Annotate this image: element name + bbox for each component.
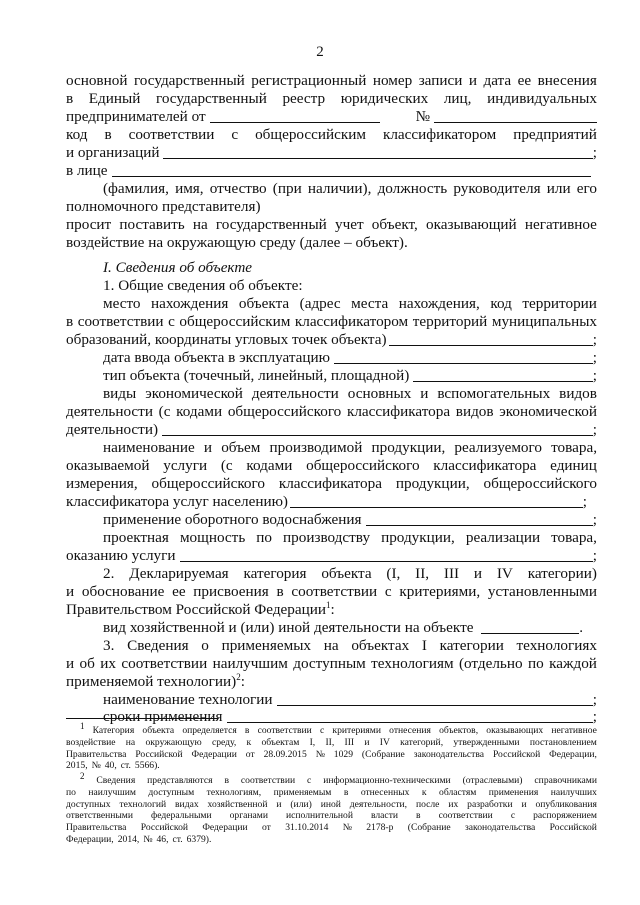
footnote-line: $^1$ Категория объекта определяется в соответствии с критериями отнесения объектов, оказывающих негативное xyxy=(80,720,597,736)
capacity-blank[interactable] xyxy=(180,548,593,562)
location-blank[interactable] xyxy=(389,332,593,346)
representative-field: в лице xyxy=(66,162,597,180)
water-supply-blank[interactable] xyxy=(366,512,593,526)
footnote-line: по наилучшим доступным технологиям, применяемым в отнесенных к областям применения наилучших xyxy=(66,786,597,798)
text-line: наименование и объем производимой продукции, реализуемого товара, xyxy=(103,439,597,456)
commissioning-date-field: дата ввода объекта в эксплуатацию ; xyxy=(103,349,597,366)
text-line: деятельности (с кодами общероссийского классификатора видов экономической xyxy=(66,403,597,420)
okpo-blank[interactable] xyxy=(163,145,592,159)
application-period-blank[interactable] xyxy=(227,709,593,723)
text-line: воздействие на окружающую среду (далее – объект). xyxy=(66,234,408,251)
text-line: код в соответствии с общероссийским классификатором предприятий xyxy=(66,126,597,143)
text-line: основной государственный регистрационный номер записи и дата ее внесения xyxy=(66,72,597,89)
text-line: виды экономической деятельности основных и вспомогательных видов xyxy=(103,385,597,402)
technology-name-blank[interactable] xyxy=(277,692,593,706)
footnote-1 xyxy=(66,720,597,772)
page-number: 2 xyxy=(316,44,324,60)
registration-date-field: предпринимателей от № xyxy=(66,108,597,126)
activity-blank[interactable] xyxy=(481,620,579,634)
activity-types-blank[interactable] xyxy=(162,422,593,436)
footnote-line: 2015, № 40, ст. 5566). xyxy=(66,760,160,772)
object-type-field: тип объекта (точечный, линейный, площадной) ; xyxy=(103,367,597,384)
text-line: применяемой технологии)$^2$: xyxy=(66,671,245,690)
number-blank[interactable] xyxy=(434,109,597,123)
text-line: (фамилия, имя, отчество (при наличии), должность руководителя или его xyxy=(103,180,597,197)
text-line: измерения, общероссийского классификатора продукции, общероссийского xyxy=(66,475,597,492)
text-line: 2. Декларируемая категория объекта (I, II, III и IV категории) xyxy=(103,565,597,582)
application-period-field: сроки применения ; xyxy=(103,708,597,725)
text-line: полномочного представителя) xyxy=(66,198,261,215)
products-blank[interactable] xyxy=(290,494,583,508)
text-line: в Единый государственный реестр юридических лиц, индивидуальных xyxy=(66,90,597,107)
text-line: оказываемой услуги (с кодами общероссийского классификатора единиц xyxy=(66,457,597,474)
text-line: Правительством Российской Федерации$^1$: xyxy=(66,599,335,618)
text-line: и об их соответствии наилучшим доступным технологиям (отдельно по каждой xyxy=(66,655,597,672)
location-field: образований, координаты угловых точек объекта) ; xyxy=(66,331,597,348)
products-field: классификатора услуг населению) ; xyxy=(66,493,587,510)
activity-field: вид хозяйственной и (или) иной деятельности на объекте . xyxy=(103,619,583,636)
commissioning-date-blank[interactable] xyxy=(334,350,593,364)
text-line: 3. Сведения о применяемых на объектах I категории технологиях xyxy=(103,637,597,654)
subsection-heading: 1. Общие сведения об объекте: xyxy=(103,277,303,294)
okpo-field: и организаций ; xyxy=(66,144,597,161)
footnote-line: Правительства Российской Федерации от 28.09.2015 № 1029 (Собрание законодательства Российской Федерации, xyxy=(66,748,597,760)
footnote-line: Федерации, 2014, № 46, ст. 6379). xyxy=(66,833,212,845)
text-line: просит поставить на государственный учет объект, оказывающий негативное xyxy=(66,216,597,233)
footnote-ref: 1 xyxy=(326,599,331,610)
water-supply-field: применение оборотного водоснабжения ; xyxy=(103,511,597,528)
text-line: место нахождения объекта (адрес места нахождения, код территории xyxy=(103,295,597,312)
footnote-line: Правительства Российской Федерации от 31.10.2014 № 2178-р (Собрание законодательства Российской xyxy=(66,822,597,834)
footnote-2 xyxy=(66,770,597,846)
representative-blank[interactable] xyxy=(112,163,591,177)
capacity-field: оказанию услуги ; xyxy=(66,547,597,564)
text-line: и обоснование ее присвоения в соответствии с критериями, установленными xyxy=(66,583,597,600)
text-line: в соответствии с общероссийским классификатором территорий муниципальных xyxy=(66,313,597,330)
footnote-separator xyxy=(66,718,218,719)
footnote-line: доступных технологий видах хозяйственной и (или) иной деятельности, после их разработки и опубликования xyxy=(66,798,597,810)
activity-types-field: деятельности) ; xyxy=(66,421,597,438)
footnote-line: ответственными федеральными органами исполнительной власти в соответствии с распоряжением xyxy=(66,810,597,822)
footnote-ref: 2 xyxy=(236,671,241,682)
section-heading: I. Сведения об объекте xyxy=(103,259,253,276)
technology-name-field: наименование технологии ; xyxy=(103,691,597,708)
text-line: проектная мощность по производству продукции, реализации товара, xyxy=(103,529,597,546)
footnote-line: $^2$ Сведения представляются в соответствии с информационно-техническими (отраслевыми) справочниками xyxy=(80,770,597,786)
footnote-line: воздействие на окружающую среду, к объектам I, II, III и IV категорий, утвержденными постановлением xyxy=(66,736,597,748)
date-blank[interactable] xyxy=(210,109,380,123)
object-type-blank[interactable] xyxy=(413,368,592,382)
